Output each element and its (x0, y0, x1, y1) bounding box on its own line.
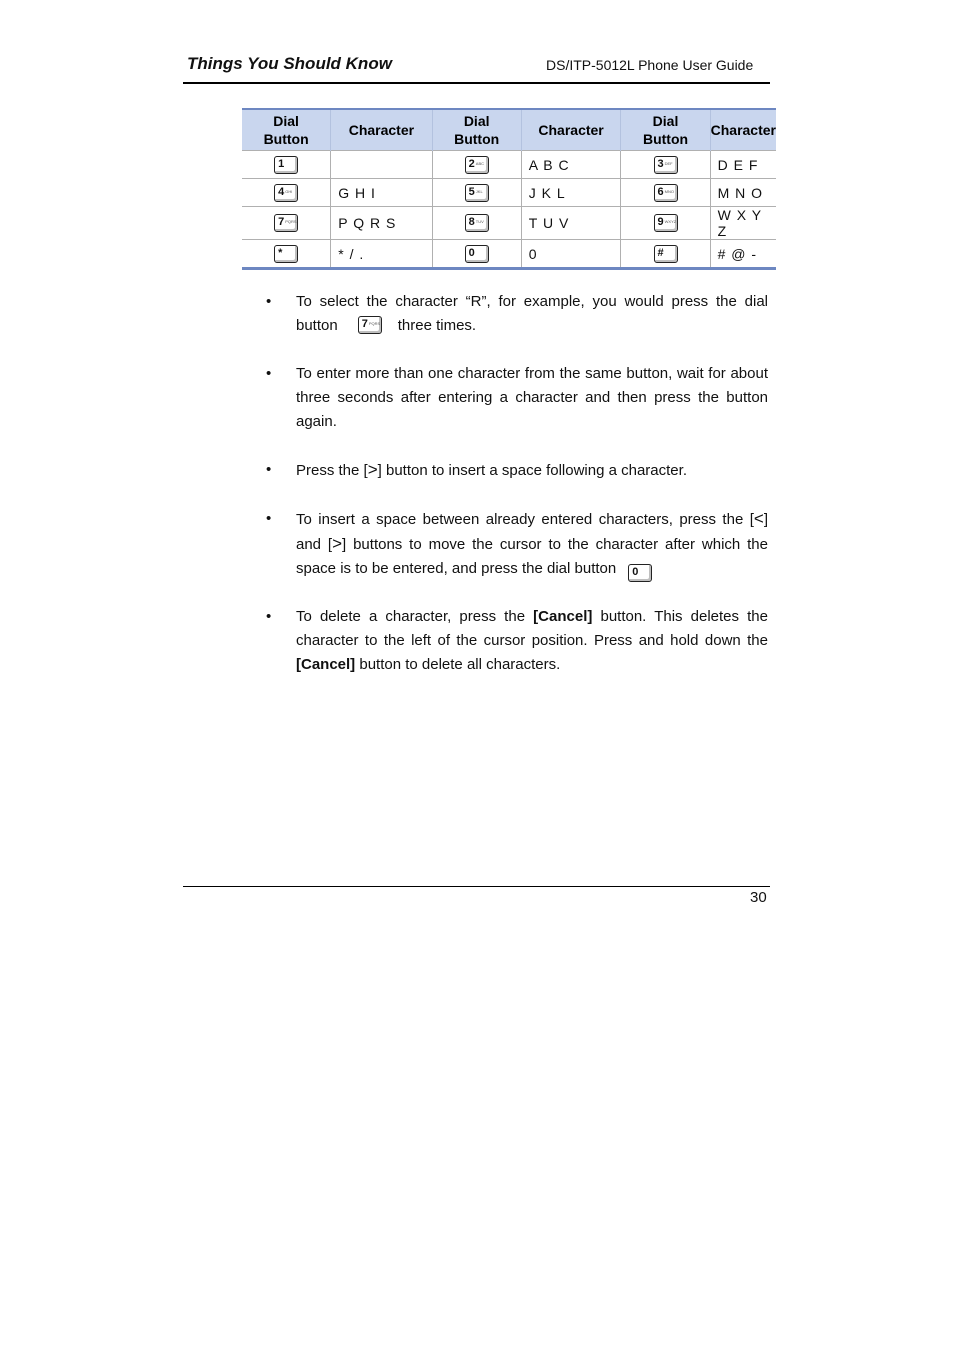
dial-button-cell (242, 179, 331, 207)
dial-key-icon (274, 245, 298, 263)
dial-key-icon (654, 184, 678, 202)
note-text: button to delete all characters. (355, 656, 561, 673)
table-row (242, 179, 776, 207)
dial-key-icon (465, 156, 489, 174)
key-digit: 9 (657, 216, 664, 229)
dial-button-cell (242, 240, 331, 269)
key-digit: 1 (278, 157, 285, 170)
dial-button-cell (242, 151, 331, 179)
dial-character-table (242, 108, 776, 270)
key-digit: 8 (468, 216, 475, 229)
dial-key-icon (465, 184, 489, 202)
character-cell: A B C (521, 151, 621, 179)
key-letters: DEF (664, 160, 673, 166)
character-cell: J K L (521, 179, 621, 207)
table-header-row (242, 109, 776, 151)
key-digit: 6 (657, 185, 664, 198)
list-item (266, 458, 768, 483)
table-row (242, 207, 776, 240)
dial-button-cell (621, 240, 710, 269)
character-cell: T U V (521, 207, 621, 240)
character-cell: * / . (331, 240, 432, 269)
key-digit: 3 (657, 157, 664, 170)
guide-title: DS/ITP-5012L Phone User Guide (546, 57, 754, 73)
character-cell: # @ - (710, 240, 776, 269)
dial-button-cell (621, 207, 710, 240)
table-row (242, 151, 776, 179)
dial-button-cell (621, 179, 710, 207)
right-arrow-symbol: > (367, 460, 378, 479)
list-item (266, 507, 768, 581)
dial-key-icon (274, 156, 298, 174)
list-item (266, 362, 768, 434)
dial-key-icon (465, 214, 489, 232)
key-digit: 4 (278, 185, 285, 198)
key-digit: 0 (632, 566, 639, 579)
dial-key-icon (465, 245, 489, 263)
dial-button-cell (242, 207, 331, 240)
instruction-list (266, 290, 768, 701)
key-digit: # (657, 246, 664, 259)
character-cell: P Q R S (331, 207, 432, 240)
column-header: Dial Button (242, 109, 331, 151)
section-title: Things You Should Know (187, 54, 392, 73)
key-digit: 2 (468, 157, 475, 170)
cancel-button-label: [Cancel] (533, 608, 593, 625)
column-header: Dial Button (432, 109, 521, 151)
note-text: ] buttons to move the cursor to the character after which the space is to be entered, and press the dial button (296, 536, 768, 577)
column-header: Character (521, 109, 621, 151)
note-text: ] button to insert a space following a character. (377, 462, 687, 479)
key-letters: GHI (285, 188, 293, 194)
dial-key-icon (654, 156, 678, 174)
key-digit: 5 (468, 185, 475, 198)
note-text: three times. (397, 317, 477, 334)
key-letters: TUV (475, 219, 484, 225)
character-cell: W X Y Z (710, 207, 776, 240)
dial-key-7-icon (358, 316, 382, 334)
dial-key-icon (654, 245, 678, 263)
key-digit: 7 (361, 318, 368, 331)
list-item (266, 605, 768, 677)
dial-key-icon (274, 184, 298, 202)
page-number: 30 (750, 889, 767, 906)
key-letters: WXYZ (664, 219, 677, 225)
key-digit: 7 (278, 216, 285, 229)
note-text: To delete a character, press the (296, 608, 534, 625)
dial-key-icon (654, 214, 678, 232)
note-text: Press the [ (296, 462, 368, 479)
character-cell: G H I (331, 179, 432, 207)
note-text: To enter more than one character from the same button, wait for about three seconds after entering a character and then press the button again. (296, 365, 768, 430)
key-letters: PQRS (368, 321, 381, 327)
key-letters: MNO (664, 188, 674, 194)
key-letters: JKL (475, 188, 483, 194)
key-letters: ABC (475, 160, 485, 166)
dial-button-cell (621, 151, 710, 179)
right-arrow-symbol: > (332, 534, 343, 553)
dial-button-cell (432, 207, 521, 240)
cancel-button-label: [Cancel] (296, 656, 356, 673)
footer-rule (183, 886, 770, 887)
left-arrow-symbol: < (753, 509, 764, 528)
dial-button-cell (432, 179, 521, 207)
key-digit: 0 (468, 246, 475, 259)
header-rule (183, 82, 770, 84)
character-cell (331, 151, 432, 179)
dial-key-icon (274, 214, 298, 232)
dial-button-cell (432, 240, 521, 269)
note-text: ] and [ (296, 511, 768, 553)
note-text: To insert a space between already entered characters, press the [ (296, 511, 754, 528)
dial-key-0-icon (628, 564, 652, 582)
column-header: Character (710, 109, 776, 151)
character-cell: M N O (710, 179, 776, 207)
column-header: Character (331, 109, 432, 151)
note-text: button. This deletes the character to the left of the cursor position. Press and hold down the (296, 608, 768, 649)
note-text: To select the character “R”, for example, you would press the dial button (296, 293, 768, 334)
key-digit: * (278, 246, 283, 259)
column-header: Dial Button (621, 109, 710, 151)
key-letters: PQRS (285, 219, 297, 225)
character-cell: 0 (521, 240, 621, 269)
character-cell: D E F (710, 151, 776, 179)
dial-button-cell (432, 151, 521, 179)
list-item (266, 290, 768, 338)
table-row (242, 240, 776, 269)
